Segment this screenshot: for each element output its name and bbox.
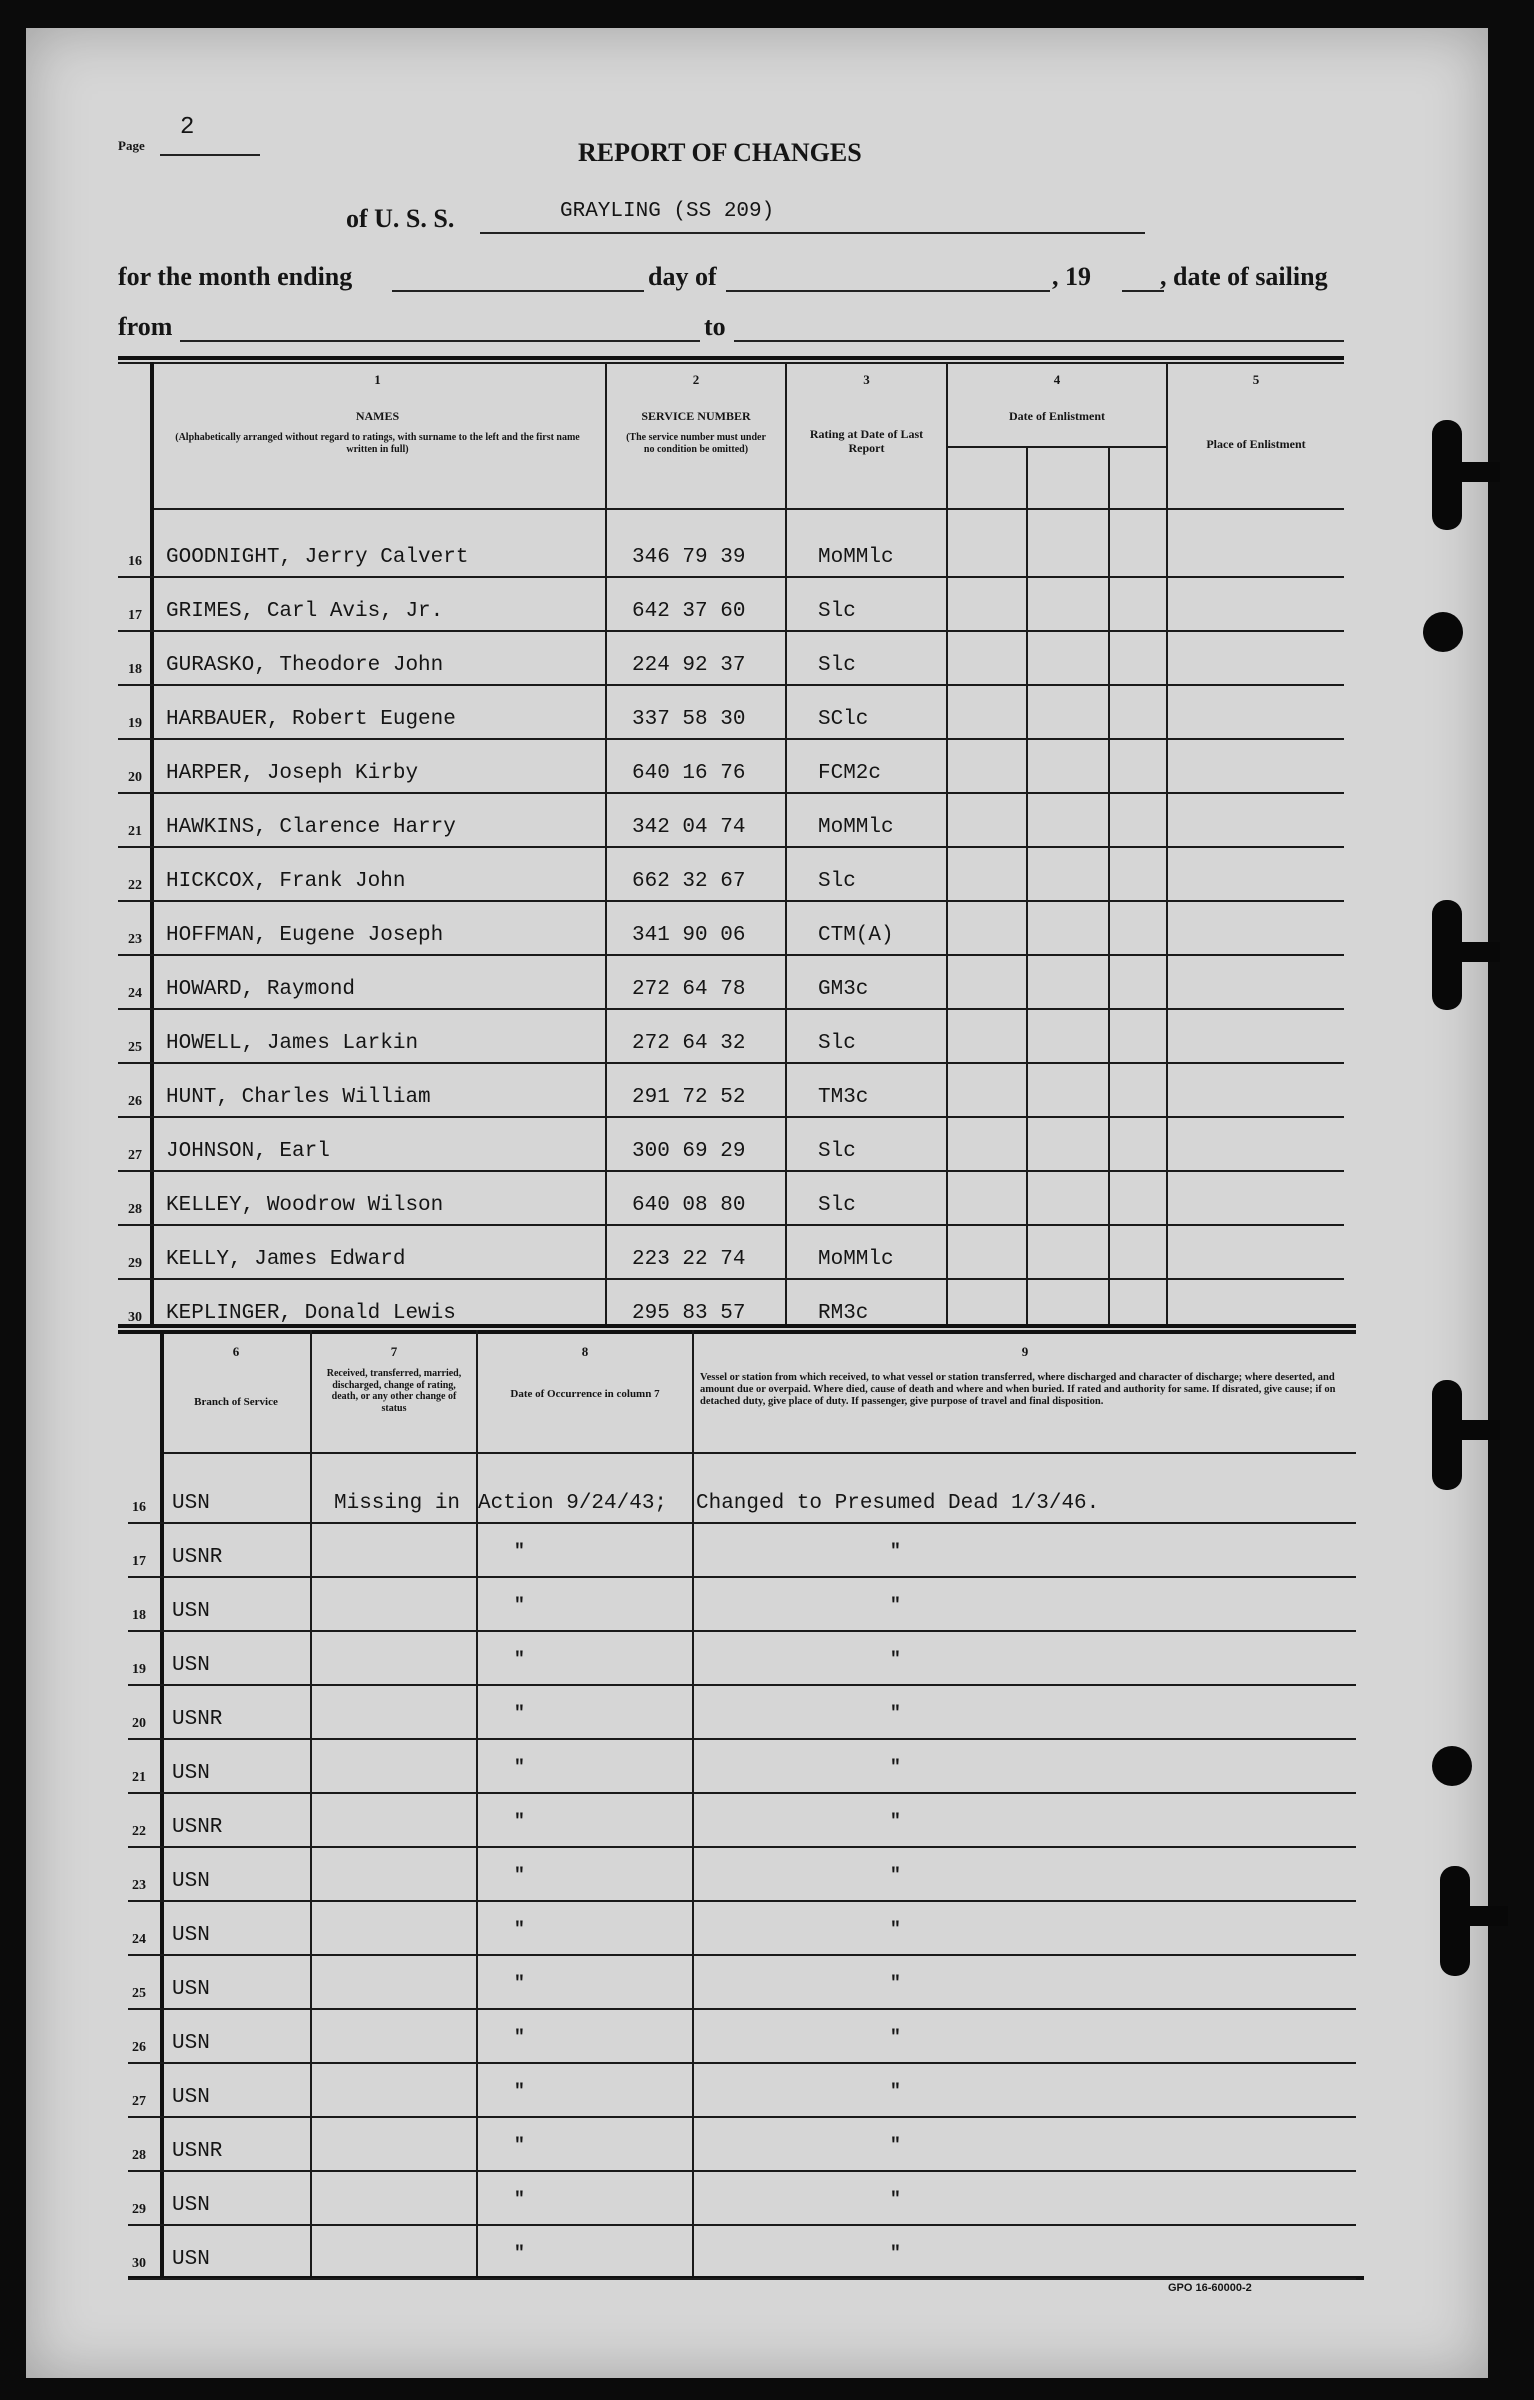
ditto-mark: " [890, 1542, 901, 1562]
rating: FCM2c [818, 762, 882, 785]
service-number: 346 79 39 [632, 546, 746, 569]
crew-name: HAWKINS, Clarence Harry [166, 816, 456, 839]
col6-number: 6 [232, 1344, 240, 1359]
col6-title: Branch of Service [194, 1396, 278, 1408]
branch-of-service: USN [172, 1924, 210, 1947]
branch-of-service: USNR [172, 1546, 223, 1569]
row-number: 30 [132, 2256, 146, 2271]
crew-name: HOWELL, James Larkin [166, 1032, 419, 1055]
service-number: 291 72 52 [632, 1086, 746, 1109]
ditto-mark: " [890, 2190, 901, 2210]
col3-title: Rating at Date of Last Report [809, 427, 924, 455]
col2-title: SERVICE NUMBER [641, 409, 751, 423]
row-number: 19 [128, 716, 142, 731]
service-number: 272 64 32 [632, 1032, 746, 1055]
ditto-mark: " [514, 1596, 525, 1616]
ditto-mark: " [514, 2190, 525, 2210]
ditto-mark: " [890, 1758, 901, 1778]
col2-number: 2 [692, 372, 700, 387]
row-number: 26 [128, 1094, 142, 1109]
col2-note: (The service number must under no condition be omitted) [626, 432, 766, 455]
branch-of-service: USN [172, 1654, 210, 1677]
crew-name: GRIMES, Carl Avis, Jr. [166, 600, 444, 623]
ditto-mark: " [514, 1812, 525, 1832]
row-number: 16 [132, 1500, 146, 1515]
col5-number: 5 [1252, 372, 1260, 387]
crew-name: HARPER, Joseph Kirby [166, 762, 419, 785]
ditto-mark: " [890, 1596, 901, 1616]
ditto-mark: " [890, 2136, 901, 2156]
crew-name: GOODNIGHT, Jerry Calvert [166, 546, 469, 569]
col4-title: Date of Enlistment [1009, 409, 1105, 423]
ditto-mark: " [890, 1920, 901, 1940]
rating: Slc [818, 600, 856, 623]
ditto-mark: " [890, 1974, 901, 1994]
ditto-mark: " [514, 1974, 525, 1994]
col3-number: 3 [863, 372, 870, 387]
rating: Slc [818, 1032, 856, 1055]
rating: RM3c [818, 1302, 869, 1325]
service-number: 642 37 60 [632, 600, 746, 623]
year-label: , 19 [1052, 262, 1091, 291]
col7-number: 7 [390, 1344, 398, 1359]
service-number: 640 16 76 [632, 762, 746, 785]
row-number: 19 [132, 1662, 146, 1677]
print-code: GPO 16-60000-2 [1168, 2282, 1252, 2294]
rating: SClc [818, 708, 869, 731]
ditto-mark: " [514, 1866, 525, 1886]
day-of-label: day of [648, 262, 717, 291]
service-number: 662 32 67 [632, 870, 746, 893]
service-number: 337 58 30 [632, 708, 746, 731]
crew-name: HOWARD, Raymond [166, 978, 356, 1001]
ditto-mark: " [890, 1650, 901, 1670]
row-number: 23 [128, 932, 142, 947]
ditto-mark: " [514, 1650, 525, 1670]
date-of-sailing-label: , date of sailing [1160, 262, 1328, 291]
branch-of-service: USN [172, 1762, 210, 1785]
rating: Slc [818, 654, 856, 677]
row-number: 20 [128, 770, 142, 785]
status-change: Missing in [334, 1492, 461, 1515]
rating: Slc [818, 870, 856, 893]
col4-number: 4 [1053, 372, 1061, 387]
row-number: 16 [128, 554, 142, 569]
row-number: 17 [132, 1554, 146, 1569]
page-label: Page [118, 138, 145, 153]
branch-of-service: USN [172, 1870, 210, 1893]
vessel-name: GRAYLING (SS 209) [560, 200, 775, 223]
row-number: 20 [132, 1716, 146, 1731]
row-number: 17 [128, 608, 142, 623]
occurrence-date: Action 9/24/43; [478, 1492, 668, 1515]
row-number: 25 [132, 1986, 146, 2001]
branch-of-service: USN [172, 2086, 210, 2109]
of-uss-label: of U. S. S. [346, 204, 455, 233]
ditto-mark: " [514, 2028, 525, 2048]
row-number: 21 [128, 824, 142, 839]
ditto-mark: " [890, 2244, 901, 2264]
rating: MoMMlc [818, 1248, 894, 1271]
rating: GM3c [818, 978, 869, 1001]
ditto-mark: " [514, 1920, 525, 1940]
rating: MoMMlc [818, 546, 894, 569]
crew-name: HOFFMAN, Eugene Joseph [166, 924, 444, 947]
ditto-mark: " [890, 1812, 901, 1832]
branch-of-service: USNR [172, 2140, 223, 2163]
col1-number: 1 [374, 372, 381, 387]
row-number: 28 [132, 2148, 146, 2163]
branch-of-service: USNR [172, 1708, 223, 1731]
rating: MoMMlc [818, 816, 894, 839]
service-number: 342 04 74 [632, 816, 746, 839]
service-number: 300 69 29 [632, 1140, 746, 1163]
ditto-mark: " [514, 1704, 525, 1724]
crew-name: KEPLINGER, Donald Lewis [166, 1302, 456, 1325]
to-label: to [704, 312, 726, 341]
row-number: 24 [132, 1932, 146, 1947]
month-ending-label: for the month ending [118, 262, 353, 291]
col1-note: (Alphabetically arranged without regard to ratings, with surname to the left and the first name written in full) [175, 432, 580, 455]
branch-of-service: USN [172, 1600, 210, 1623]
service-number: 223 22 74 [632, 1248, 746, 1271]
crew-name: KELLY, James Edward [166, 1248, 406, 1271]
rating: TM3c [818, 1086, 869, 1109]
rating: Slc [818, 1194, 856, 1217]
row-number: 26 [132, 2040, 146, 2055]
branch-of-service: USN [172, 1492, 210, 1515]
row-number: 27 [128, 1148, 142, 1163]
col5-title: Place of Enlistment [1206, 437, 1306, 451]
branch-of-service: USN [172, 1978, 210, 2001]
ditto-mark: " [890, 2082, 901, 2102]
service-number: 224 92 37 [632, 654, 746, 677]
col7-title: Received, transferred, married, discharged, change of rating, death, or any other change of status [326, 1368, 462, 1414]
row-number: 24 [128, 986, 142, 1001]
row-number: 28 [128, 1202, 142, 1217]
branch-of-service: USN [172, 2032, 210, 2055]
service-number: 640 08 80 [632, 1194, 746, 1217]
row-number: 18 [128, 662, 142, 677]
crew-name: KELLEY, Woodrow Wilson [166, 1194, 444, 1217]
ditto-mark: " [514, 2082, 525, 2102]
col9-number: 9 [1021, 1344, 1029, 1359]
service-number: 272 64 78 [632, 978, 746, 1001]
row-number: 22 [132, 1824, 146, 1839]
ditto-mark: " [514, 2244, 525, 2264]
service-number: 341 90 06 [632, 924, 746, 947]
branch-of-service: USN [172, 2248, 210, 2271]
row-number: 29 [132, 2202, 146, 2217]
crew-name: HUNT, Charles William [166, 1086, 431, 1109]
row-number: 30 [128, 1310, 142, 1325]
col8-title: Date of Occurrence in column 7 [510, 1388, 660, 1400]
page-number: 2 [180, 114, 195, 141]
row-number: 27 [132, 2094, 146, 2109]
branch-of-service: USN [172, 2194, 210, 2217]
crew-name: GURASKO, Theodore John [166, 654, 444, 677]
ditto-mark: " [514, 1542, 525, 1562]
col9-title: Vessel or station from which received, to what vessel or station transferred, where discharged and character of discharge; where deserted, and amount due or overpaid. Where died, cause of death and where and when buried. If rated and authority for same. If disrated, give cause; if on detached duty, give place of duty. If passenger, give purpose of travel and final disposition. [700, 1372, 1336, 1408]
row-number: 22 [128, 878, 142, 893]
col1-title: NAMES [355, 409, 400, 423]
row-number: 21 [132, 1770, 146, 1785]
row-number: 23 [132, 1878, 146, 1893]
rating: Slc [818, 1140, 856, 1163]
report-title: REPORT OF CHANGES [578, 138, 862, 167]
service-number: 295 83 57 [632, 1302, 746, 1325]
ditto-mark: " [890, 1704, 901, 1724]
ditto-mark: " [890, 1866, 901, 1886]
row-number: 18 [132, 1608, 146, 1623]
crew-name: JOHNSON, Earl [166, 1140, 330, 1163]
col8-number: 8 [581, 1344, 589, 1359]
crew-name: HARBAUER, Robert Eugene [166, 708, 456, 731]
row-number: 29 [128, 1256, 142, 1271]
ditto-mark: " [514, 1758, 525, 1778]
row-number: 25 [128, 1040, 142, 1055]
disposition-note: Changed to Presumed Dead 1/3/46. [696, 1492, 1100, 1515]
rating: CTM(A) [818, 924, 894, 947]
branch-of-service: USNR [172, 1816, 223, 1839]
crew-name: HICKCOX, Frank John [166, 870, 406, 893]
from-label: from [118, 312, 173, 341]
ditto-mark: " [890, 2028, 901, 2048]
ditto-mark: " [514, 2136, 525, 2156]
